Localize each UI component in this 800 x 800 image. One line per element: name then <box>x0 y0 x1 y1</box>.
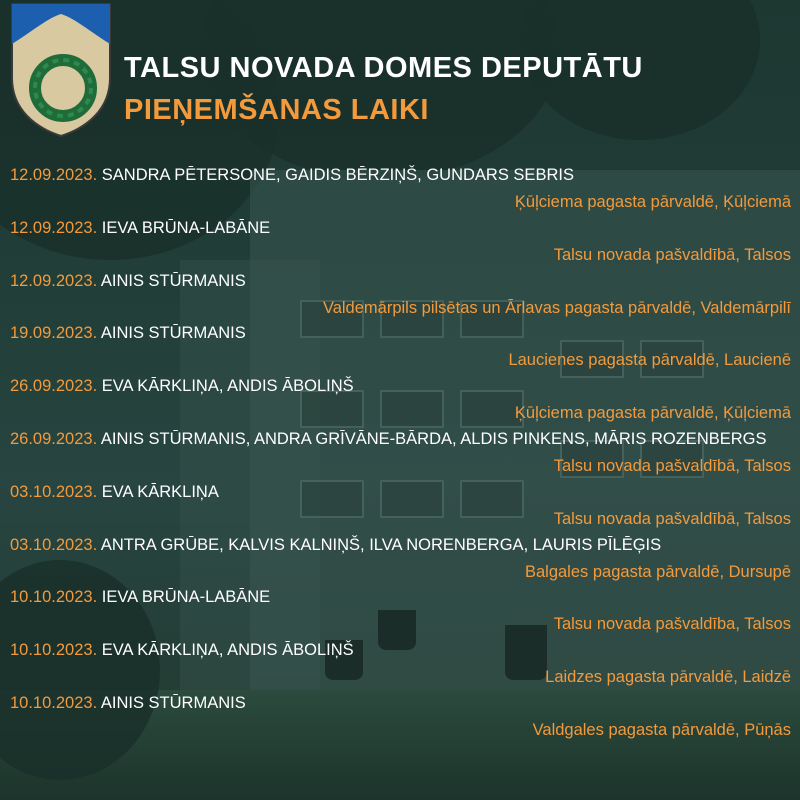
coat-of-arms-icon <box>8 0 114 140</box>
entry-date: 10.10.2023. <box>10 641 98 660</box>
list-item <box>0 536 800 589</box>
entry-date: 03.10.2023. <box>10 482 98 501</box>
entry-names: ANTRA GRŪBE, KALVIS KALNIŅŠ, ILVA NORENBERGA, LAURIS PĪLĒĢIS <box>100 535 662 554</box>
list-item <box>0 641 800 694</box>
entry-location: Ķūļciema pagasta pārvaldē, Ķūļciemā <box>514 193 791 211</box>
list-item <box>0 588 800 641</box>
list-item <box>0 483 800 536</box>
entry-location: Laucienes pagasta pārvaldē, Laucienē <box>508 351 791 370</box>
entry-location: Laidzes pagasta pārvaldē, Laidzē <box>545 668 791 687</box>
entry-date: 12.09.2023. <box>10 166 98 184</box>
list-item <box>0 272 800 325</box>
entry-names: EVA KĀRKLIŅA, ANDIS ĀBOLIŅŠ <box>101 641 354 660</box>
entry-names: IEVA BRŪNA-LABĀNE <box>101 218 271 237</box>
entry-date: 10.10.2023. <box>10 588 98 607</box>
list-item <box>0 324 800 377</box>
entry-location: Balgales pagasta pārvaldē, Dursupē <box>524 562 791 581</box>
entry-names: AINIS STŪRMANIS <box>100 693 246 712</box>
entry-location: Talsu novada pašvaldībā, Talsos <box>553 456 791 475</box>
entry-location: Talsu novada pašvaldībā, Talsos <box>553 245 791 264</box>
entry-names: AINIS STŪRMANIS <box>100 324 246 343</box>
entry-date: 03.10.2023. <box>10 535 98 554</box>
entry-date: 19.09.2023. <box>10 324 98 343</box>
title-line-1: TALSU NOVADA DOMES DEPUTĀTU <box>124 52 643 84</box>
entry-location: Talsu novada pašvaldība, Talsos <box>553 615 791 634</box>
list-item <box>0 377 800 430</box>
schedule-list <box>0 166 800 747</box>
entry-date: 26.09.2023. <box>10 377 98 396</box>
list-item <box>0 166 800 219</box>
title-line-2: PIEŅEMŠANAS LAIKI <box>124 94 429 126</box>
entry-date: 26.09.2023. <box>10 429 98 448</box>
entry-date: 10.10.2023. <box>10 693 98 712</box>
entry-location: Valdemārpils pilsētas un Ārlavas pagasta pārvaldē, Valdemārpilī <box>322 298 791 317</box>
list-item <box>0 694 800 747</box>
entry-names: EVA KĀRKLIŅA, ANDIS ĀBOLIŅŠ <box>101 377 354 396</box>
entry-location: Talsu novada pašvaldībā, Talsos <box>553 509 791 528</box>
entry-names: IEVA BRŪNA-LABĀNE <box>101 588 271 607</box>
list-item <box>0 430 800 483</box>
entry-date: 12.09.2023. <box>10 271 98 290</box>
entry-names: AINIS STŪRMANIS <box>100 271 246 290</box>
entry-names: EVA KĀRKLIŅA <box>101 482 219 501</box>
entry-names: AINIS STŪRMANIS, ANDRA GRĪVĀNE-BĀRDA, ALDIS PINKENS, MĀRIS ROZENBERGS <box>100 429 767 448</box>
entry-location: Ķūļciema pagasta pārvaldē, Ķūļciemā <box>514 404 791 423</box>
entry-location: Valdgales pagasta pārvaldē, Pūņās <box>532 720 791 739</box>
list-item <box>0 219 800 272</box>
entry-names: SANDRA PĒTERSONE, GAIDIS BĒRZIŅŠ, GUNDARS SEBRIS <box>101 166 574 184</box>
entry-date: 12.09.2023. <box>10 218 98 237</box>
